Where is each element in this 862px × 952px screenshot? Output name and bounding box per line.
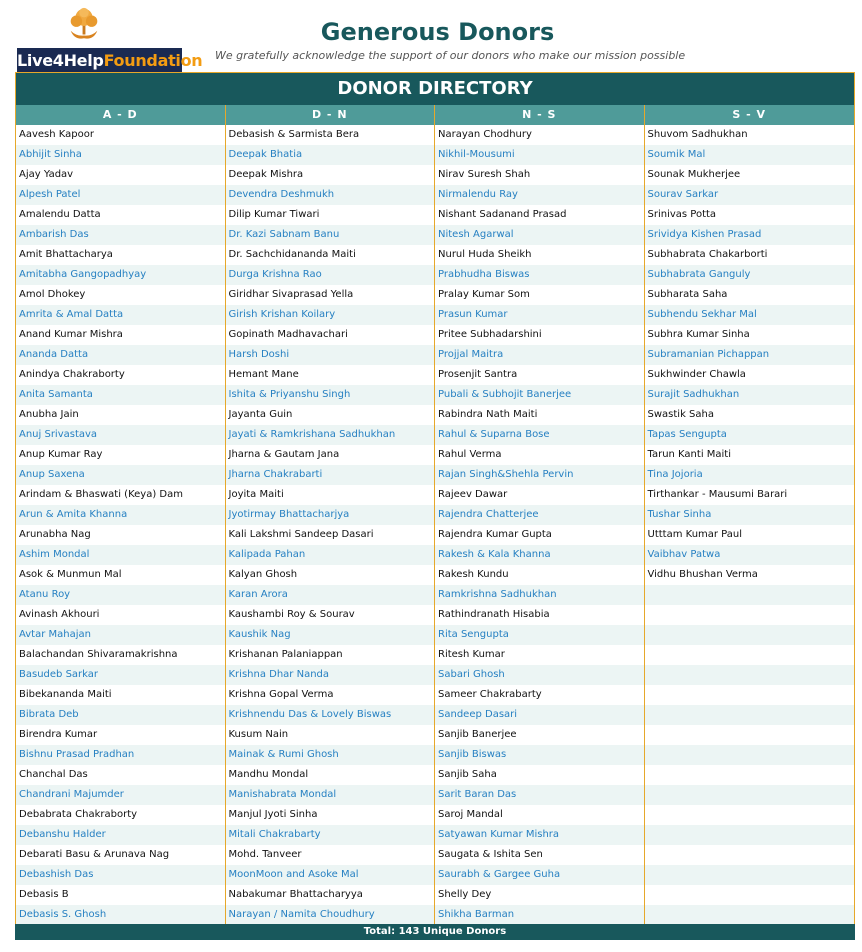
- donor-name: Kaushambi Roy & Sourav: [226, 605, 435, 625]
- donor-name: Jayati & Ramkrishana Sadhukhan: [226, 425, 435, 445]
- donor-name: Nirav Suresh Shah: [435, 165, 644, 185]
- donor-name: Ananda Datta: [16, 345, 225, 365]
- donor-name: Bibekananda Maiti: [16, 685, 225, 705]
- donor-name: Nirmalendu Ray: [435, 185, 644, 205]
- donor-name: Anuj Srivastava: [16, 425, 225, 445]
- donor-name: Birendra Kumar: [16, 725, 225, 745]
- donor-name: Basudeb Sarkar: [16, 665, 225, 685]
- donor-name: Rakesh Kundu: [435, 565, 644, 585]
- donor-name: [645, 725, 855, 745]
- donor-name: Rajan Singh&Shehla Pervin: [435, 465, 644, 485]
- donor-name: Pubali & Subhojit Banerjee: [435, 385, 644, 405]
- donor-name: Nikhil-Mousumi: [435, 145, 644, 165]
- donor-column: [435, 105, 645, 925]
- donor-name: Rajendra Chatterjee: [435, 505, 644, 525]
- column-header: N - S: [435, 105, 644, 125]
- donor-name: Debarati Basu & Arunava Nag: [16, 845, 225, 865]
- donor-name: Sandeep Dasari: [435, 705, 644, 725]
- donor-name: Ramkrishna Sadhukhan: [435, 585, 644, 605]
- donor-column: [645, 105, 855, 925]
- donor-name: Tina Jojoria: [645, 465, 855, 485]
- donor-name: Chandrani Majumder: [16, 785, 225, 805]
- donor-list: [16, 125, 225, 925]
- donor-name: [645, 805, 855, 825]
- donor-name: Sameer Chakrabarty: [435, 685, 644, 705]
- column-header: S - V: [645, 105, 855, 125]
- foundation-logo: [17, 6, 203, 70]
- donor-name: Mohd. Tanveer: [226, 845, 435, 865]
- donor-name: Subhendu Sekhar Mal: [645, 305, 855, 325]
- donor-name: Giridhar Sivaprasad Yella: [226, 285, 435, 305]
- donor-name: Kalipada Pahan: [226, 545, 435, 565]
- donor-name: Nishant Sadanand Prasad: [435, 205, 644, 225]
- donor-name: Satyawan Kumar Mishra: [435, 825, 644, 845]
- donor-name: Deepak Mishra: [226, 165, 435, 185]
- donor-name: [645, 785, 855, 805]
- donor-name: Sanjib Biswas: [435, 745, 644, 765]
- donor-name: [645, 865, 855, 885]
- donor-name: Subhabrata Ganguly: [645, 265, 855, 285]
- donor-name: Srividya Kishen Prasad: [645, 225, 855, 245]
- donor-directory: [15, 72, 855, 940]
- donor-name: Sarit Baran Das: [435, 785, 644, 805]
- donor-name: [645, 845, 855, 865]
- donor-name: Devendra Deshmukh: [226, 185, 435, 205]
- donor-name: Krishna Dhar Nanda: [226, 665, 435, 685]
- donor-name: Deepak Bhatia: [226, 145, 435, 165]
- donor-name: Tirthankar - Mausumi Barari: [645, 485, 855, 505]
- donor-name: [645, 645, 855, 665]
- donor-name: Tapas Sengupta: [645, 425, 855, 445]
- donor-name: Manishabrata Mondal: [226, 785, 435, 805]
- donor-name: Dr. Kazi Sabnam Banu: [226, 225, 435, 245]
- donor-name: Hemant Mane: [226, 365, 435, 385]
- donor-name: Amalendu Datta: [16, 205, 225, 225]
- donor-name: [645, 705, 855, 725]
- donor-name: Amrita & Amal Datta: [16, 305, 225, 325]
- total-donors-footer: Total: 143 Unique Donors: [15, 924, 855, 940]
- donor-name: Pralay Kumar Som: [435, 285, 644, 305]
- donor-name: Sabari Ghosh: [435, 665, 644, 685]
- donor-name: Vaibhav Patwa: [645, 545, 855, 565]
- donor-name: [645, 685, 855, 705]
- donor-name: Saugata & Ishita Sen: [435, 845, 644, 865]
- donor-name: Mitali Chakrabarty: [226, 825, 435, 845]
- column-header: D - N: [226, 105, 435, 125]
- donor-name: Krishna Gopal Verma: [226, 685, 435, 705]
- donor-name: Projjal Maitra: [435, 345, 644, 365]
- donor-name: Anup Kumar Ray: [16, 445, 225, 465]
- donor-name: Mandhu Mondal: [226, 765, 435, 785]
- donor-name: Debanshu Halder: [16, 825, 225, 845]
- donor-name: Rajendra Kumar Gupta: [435, 525, 644, 545]
- donor-name: Subhabrata Chakarborti: [645, 245, 855, 265]
- donor-name: MoonMoon and Asoke Mal: [226, 865, 435, 885]
- donor-name: Debasis S. Ghosh: [16, 905, 225, 925]
- donor-name: Ambarish Das: [16, 225, 225, 245]
- directory-title: DONOR DIRECTORY: [16, 73, 854, 105]
- donor-name: Rita Sengupta: [435, 625, 644, 645]
- donor-name: Subhra Kumar Sinha: [645, 325, 855, 345]
- page-subtitle: We gratefully acknowledge the support of our donors who make our mission possible: [215, 49, 686, 62]
- donor-name: Shikha Barman: [435, 905, 644, 925]
- donor-name: Debabrata Chakraborty: [16, 805, 225, 825]
- donor-name: [645, 605, 855, 625]
- donor-name: Anindya Chakraborty: [16, 365, 225, 385]
- column-header: A - D: [16, 105, 225, 125]
- donor-name: Tarun Kanti Maiti: [645, 445, 855, 465]
- donor-name: Anand Kumar Mishra: [16, 325, 225, 345]
- donor-name: Amit Bhattacharya: [16, 245, 225, 265]
- donor-name: [645, 745, 855, 765]
- donor-name: Mainak & Rumi Ghosh: [226, 745, 435, 765]
- donor-name: [645, 765, 855, 785]
- donor-name: Saurabh & Gargee Guha: [435, 865, 644, 885]
- donor-name: Rahul Verma: [435, 445, 644, 465]
- donor-name: [645, 625, 855, 645]
- donor-name: Surajit Sadhukhan: [645, 385, 855, 405]
- donor-name: Avinash Akhouri: [16, 605, 225, 625]
- donor-name: Debasis B: [16, 885, 225, 905]
- donor-name: Rahul & Suparna Bose: [435, 425, 644, 445]
- donor-name: Rajeev Dawar: [435, 485, 644, 505]
- donor-name: Srinivas Potta: [645, 205, 855, 225]
- donor-list: [645, 125, 855, 925]
- donor-column: [16, 105, 226, 925]
- donor-name: Shuvom Sadhukhan: [645, 125, 855, 145]
- donor-name: Saroj Mandal: [435, 805, 644, 825]
- directory-columns: [16, 105, 854, 925]
- donor-name: Ritesh Kumar: [435, 645, 644, 665]
- donor-name: Arun & Amita Khanna: [16, 505, 225, 525]
- donor-name: Dr. Sachchidananda Maiti: [226, 245, 435, 265]
- donor-name: Kaushik Nag: [226, 625, 435, 645]
- donor-name: Shelly Dey: [435, 885, 644, 905]
- donor-name: Jyotirmay Bhattacharjya: [226, 505, 435, 525]
- donor-name: Joyita Maiti: [226, 485, 435, 505]
- donor-name: [645, 665, 855, 685]
- donor-name: Jayanta Guin: [226, 405, 435, 425]
- donor-name: Durga Krishna Rao: [226, 265, 435, 285]
- donor-name: Utttam Kumar Paul: [645, 525, 855, 545]
- donor-name: Sounak Mukherjee: [645, 165, 855, 185]
- donor-name: Soumik Mal: [645, 145, 855, 165]
- donor-name: Balachandan Shivaramakrishna: [16, 645, 225, 665]
- donor-name: Kalyan Ghosh: [226, 565, 435, 585]
- donor-name: [645, 585, 855, 605]
- donor-name: Asok & Munmun Mal: [16, 565, 225, 585]
- donor-name: Narayan / Namita Choudhury: [226, 905, 435, 925]
- donor-name: Rabindra Nath Maiti: [435, 405, 644, 425]
- donor-name: [645, 825, 855, 845]
- donor-name: Pritee Subhadarshini: [435, 325, 644, 345]
- donor-name: Swastik Saha: [645, 405, 855, 425]
- donor-name: Nabakumar Bhattacharyya: [226, 885, 435, 905]
- donor-name: Manjul Jyoti Sinha: [226, 805, 435, 825]
- page-header: [0, 0, 862, 72]
- donor-name: Chanchal Das: [16, 765, 225, 785]
- donor-name: Sanjib Saha: [435, 765, 644, 785]
- donor-name: Amitabha Gangopadhyay: [16, 265, 225, 285]
- page-title: Generous Donors: [320, 18, 555, 46]
- donor-name: Kali Lakshmi Sandeep Dasari: [226, 525, 435, 545]
- donor-name: Abhijit Sinha: [16, 145, 225, 165]
- donor-name: Anubha Jain: [16, 405, 225, 425]
- donor-name: Kusum Nain: [226, 725, 435, 745]
- donor-name: Girish Krishan Koilary: [226, 305, 435, 325]
- donor-name: Nurul Huda Sheikh: [435, 245, 644, 265]
- donor-name: Avtar Mahajan: [16, 625, 225, 645]
- donor-name: Jharna Chakrabarti: [226, 465, 435, 485]
- donor-name: Tushar Sinha: [645, 505, 855, 525]
- donor-name: Krishnendu Das & Lovely Biswas: [226, 705, 435, 725]
- donor-name: Debasish & Sarmista Bera: [226, 125, 435, 145]
- donor-name: [645, 905, 855, 925]
- donor-name: Prosenjit Santra: [435, 365, 644, 385]
- donor-name: Anita Samanta: [16, 385, 225, 405]
- donor-name: Prasun Kumar: [435, 305, 644, 325]
- donor-name: Atanu Roy: [16, 585, 225, 605]
- donor-name: Bibrata Deb: [16, 705, 225, 725]
- donor-name: Sourav Sarkar: [645, 185, 855, 205]
- donor-name: Ishita & Priyanshu Singh: [226, 385, 435, 405]
- donor-list: [226, 125, 435, 925]
- donor-name: Jharna & Gautam Jana: [226, 445, 435, 465]
- donor-name: Karan Arora: [226, 585, 435, 605]
- tree-hands-icon: [65, 6, 103, 44]
- donor-name: Prabhudha Biswas: [435, 265, 644, 285]
- donor-name: Arindam & Bhaswati (Keya) Dam: [16, 485, 225, 505]
- donor-name: Ashim Mondal: [16, 545, 225, 565]
- donor-name: Bishnu Prasad Pradhan: [16, 745, 225, 765]
- donor-name: Arunabha Nag: [16, 525, 225, 545]
- donor-name: Dilip Kumar Tiwari: [226, 205, 435, 225]
- donor-name: Ajay Yadav: [16, 165, 225, 185]
- donor-list: [435, 125, 644, 925]
- donor-name: Amol Dhokey: [16, 285, 225, 305]
- donor-name: Subramanian Pichappan: [645, 345, 855, 365]
- donor-name: Gopinath Madhavachari: [226, 325, 435, 345]
- donor-name: Sukhwinder Chawla: [645, 365, 855, 385]
- donor-name: Aavesh Kapoor: [16, 125, 225, 145]
- donor-name: Harsh Doshi: [226, 345, 435, 365]
- donor-name: Debashish Das: [16, 865, 225, 885]
- donor-name: [645, 885, 855, 905]
- donor-name: Sanjib Banerjee: [435, 725, 644, 745]
- donor-name: Rakesh & Kala Khanna: [435, 545, 644, 565]
- donor-name: Rathindranath Hisabia: [435, 605, 644, 625]
- donor-name: Narayan Chodhury: [435, 125, 644, 145]
- logo-wordmark: Live4HelpFoundation: [17, 48, 182, 74]
- donor-name: Vidhu Bhushan Verma: [645, 565, 855, 585]
- donor-name: Subharata Saha: [645, 285, 855, 305]
- donor-name: Alpesh Patel: [16, 185, 225, 205]
- donor-name: Krishanan Palaniappan: [226, 645, 435, 665]
- donor-name: Anup Saxena: [16, 465, 225, 485]
- donor-name: Nitesh Agarwal: [435, 225, 644, 245]
- donor-column: [226, 105, 436, 925]
